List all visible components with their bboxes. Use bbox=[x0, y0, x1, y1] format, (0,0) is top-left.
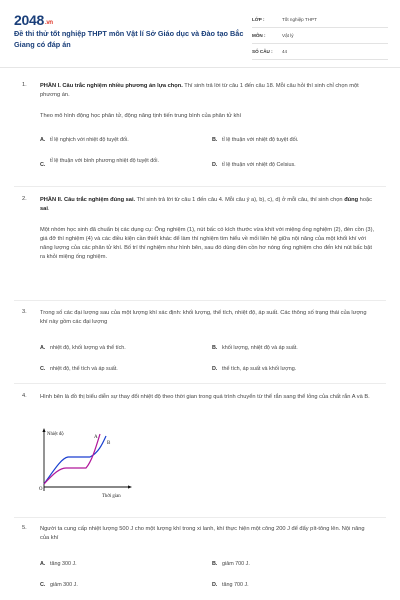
question-number: 2. bbox=[22, 196, 27, 202]
option-letter: D. bbox=[212, 366, 218, 372]
temperature-time-graph bbox=[38, 427, 134, 503]
meta-label-subject: MÔN : bbox=[252, 33, 266, 38]
option-letter: C. bbox=[40, 162, 46, 168]
option-text: giảm 300 J. bbox=[50, 582, 78, 588]
origin-label: O bbox=[39, 487, 43, 492]
option-letter: B. bbox=[212, 345, 218, 351]
part-description: . bbox=[47, 206, 50, 212]
document-title: Đề thi thử tốt nghiệp THPT môn Vật lí Sở Giáo dục và Đào tạo Bắc Giang có đáp án bbox=[14, 29, 244, 49]
part-2-intro bbox=[40, 196, 375, 214]
question-number: 5. bbox=[22, 525, 27, 531]
option-a[interactable] bbox=[40, 560, 77, 568]
option-b[interactable] bbox=[212, 344, 298, 352]
meta-label-class: LỚP : bbox=[252, 17, 265, 22]
site-logo[interactable] bbox=[14, 12, 53, 28]
meta-row-count bbox=[252, 44, 388, 60]
option-letter: D. bbox=[212, 582, 218, 588]
option-b[interactable] bbox=[212, 136, 298, 144]
option-text: giảm 700 J. bbox=[222, 561, 250, 567]
option-c[interactable] bbox=[40, 365, 118, 373]
option-c[interactable] bbox=[40, 581, 78, 589]
option-letter: A. bbox=[40, 345, 46, 351]
question-text: Theo mô hình động học phân tử, động năng tịnh tiến trung bình của phân tử khí bbox=[40, 113, 242, 119]
option-text: thể tích, áp suất và khối lượng. bbox=[222, 366, 297, 372]
meta-value-subject: Vật lý bbox=[282, 33, 294, 38]
question-number: 1. bbox=[22, 82, 27, 88]
option-text: tăng 700 J. bbox=[222, 582, 249, 588]
question-divider bbox=[14, 517, 386, 518]
option-letter: A. bbox=[40, 561, 46, 567]
option-text: nhiệt độ, thể tích và áp suất. bbox=[50, 366, 118, 372]
part-description: hoặc bbox=[358, 197, 373, 203]
part-description: Thí sinh trả lời từ câu 1 đến câu 4. Mỗi câu ý a), b), c), d) ở mỗi câu, thí sinh chọn bbox=[135, 197, 345, 203]
option-d[interactable] bbox=[212, 161, 296, 169]
series-b-label: B bbox=[107, 441, 111, 446]
meta-value-class: Tốt nghiệp THPT bbox=[282, 17, 317, 22]
x-axis-label: Thời gian bbox=[102, 494, 121, 499]
option-d[interactable] bbox=[212, 581, 249, 589]
graph-svg bbox=[38, 427, 134, 503]
meta-row-class bbox=[252, 12, 388, 28]
option-letter: C. bbox=[40, 582, 46, 588]
option-text: tỉ lệ thuận với nhiệt độ Celsius. bbox=[222, 162, 296, 168]
question-divider bbox=[14, 300, 386, 301]
meta-value-count: 44 bbox=[282, 49, 288, 54]
meta-label-count: SỐ CÂU : bbox=[252, 49, 273, 54]
option-letter: B. bbox=[212, 137, 218, 143]
x-axis-arrow bbox=[128, 485, 132, 488]
logo-number: 2048 bbox=[14, 12, 44, 28]
option-letter: C. bbox=[40, 366, 46, 372]
option-text: tỉ lệ thuận với nhiệt độ tuyệt đối. bbox=[222, 137, 299, 143]
question-text: Hình bên là đồ thị biểu diễn sự thay đổi nhiệt độ theo thời gian trong quá trình chuyển từ thể rắn sang thể lỏng của chất rắn A và B. bbox=[40, 394, 370, 400]
option-b[interactable] bbox=[212, 560, 250, 568]
header-divider bbox=[0, 67, 400, 68]
part-keyword-false: sai bbox=[40, 206, 48, 212]
question-divider bbox=[14, 186, 386, 187]
question-number: 4. bbox=[22, 393, 27, 399]
meta-info bbox=[252, 12, 388, 60]
option-letter: B. bbox=[212, 561, 218, 567]
part-title: PHẦN I. Câu trắc nghiệm nhiều phương án lựa chọn. bbox=[40, 83, 183, 89]
y-axis-label: Nhiệt độ bbox=[47, 432, 64, 437]
question-number: 3. bbox=[22, 309, 27, 315]
option-a[interactable] bbox=[40, 344, 126, 352]
option-text: tỉ lệ thuận với bình phương nhiệt độ tuyệt đối. bbox=[50, 158, 159, 164]
question-divider bbox=[14, 383, 386, 384]
question-text: Trong số các đại lượng sau của một lượng khí xác định: khối lượng, thể tích, nhiệt độ, áp suất. Các thông số trạng thái của lượng khí này gồm các đại lượng bbox=[40, 310, 367, 325]
question-text: Người ta cung cấp nhiệt lượng 500 J cho một lượng khí trong xi lanh, khí thực hiện một công 200 J để đẩy pít-tông lên. Nội năng của khí bbox=[40, 526, 365, 541]
option-text: khối lượng, nhiệt độ và áp suất. bbox=[222, 345, 298, 351]
option-text: nhiệt độ, khối lượng và thể tích. bbox=[50, 345, 126, 351]
y-axis-arrow bbox=[42, 428, 45, 432]
part-keyword-true: đúng bbox=[344, 197, 359, 203]
page-header bbox=[0, 0, 400, 66]
meta-row-subject bbox=[252, 28, 388, 44]
series-a-curve bbox=[44, 434, 100, 484]
part-description: Thí sinh trả lời từ câu 1 đến câu 18. Mỗi câu hỏi thí sinh chỉ chọn một phương án. bbox=[40, 83, 359, 98]
option-c[interactable] bbox=[40, 157, 180, 169]
option-letter: A. bbox=[40, 137, 46, 143]
option-a[interactable] bbox=[40, 136, 129, 144]
option-text: tăng 300 J. bbox=[50, 561, 77, 567]
part-title: PHẦN II. Câu trắc nghiệm đúng sai. bbox=[40, 197, 136, 203]
option-letter: D. bbox=[212, 162, 218, 168]
option-text: tỉ lệ nghịch với nhiệt độ tuyệt đối. bbox=[50, 137, 129, 143]
question-text: Một nhóm học sinh đã chuẩn bị các dụng cụ: Ống nghiệm (1), nút bấc có kích thước vừa khít với miệng ống nghiệm (2), đèn cồn (3), giá đỡ thí nghiệm (4) và các điều kiện cần thiết khác để làm thí nghiệm tìm hiểu về mối liên hệ giữa nội năng của một khối khí với năng lượng của các phân tử khí. Bố trí thí nghiệm như hình bên, sau đó dùng đèn cồn hơ nóng ống nghiệm cho đến khi nút bấc bật ra khỏi miệng ống nghiệm. bbox=[40, 227, 375, 260]
series-a-label: A bbox=[94, 435, 98, 440]
part-1-intro bbox=[40, 82, 375, 100]
option-d[interactable] bbox=[212, 365, 296, 373]
logo-suffix: .vn bbox=[44, 20, 53, 26]
